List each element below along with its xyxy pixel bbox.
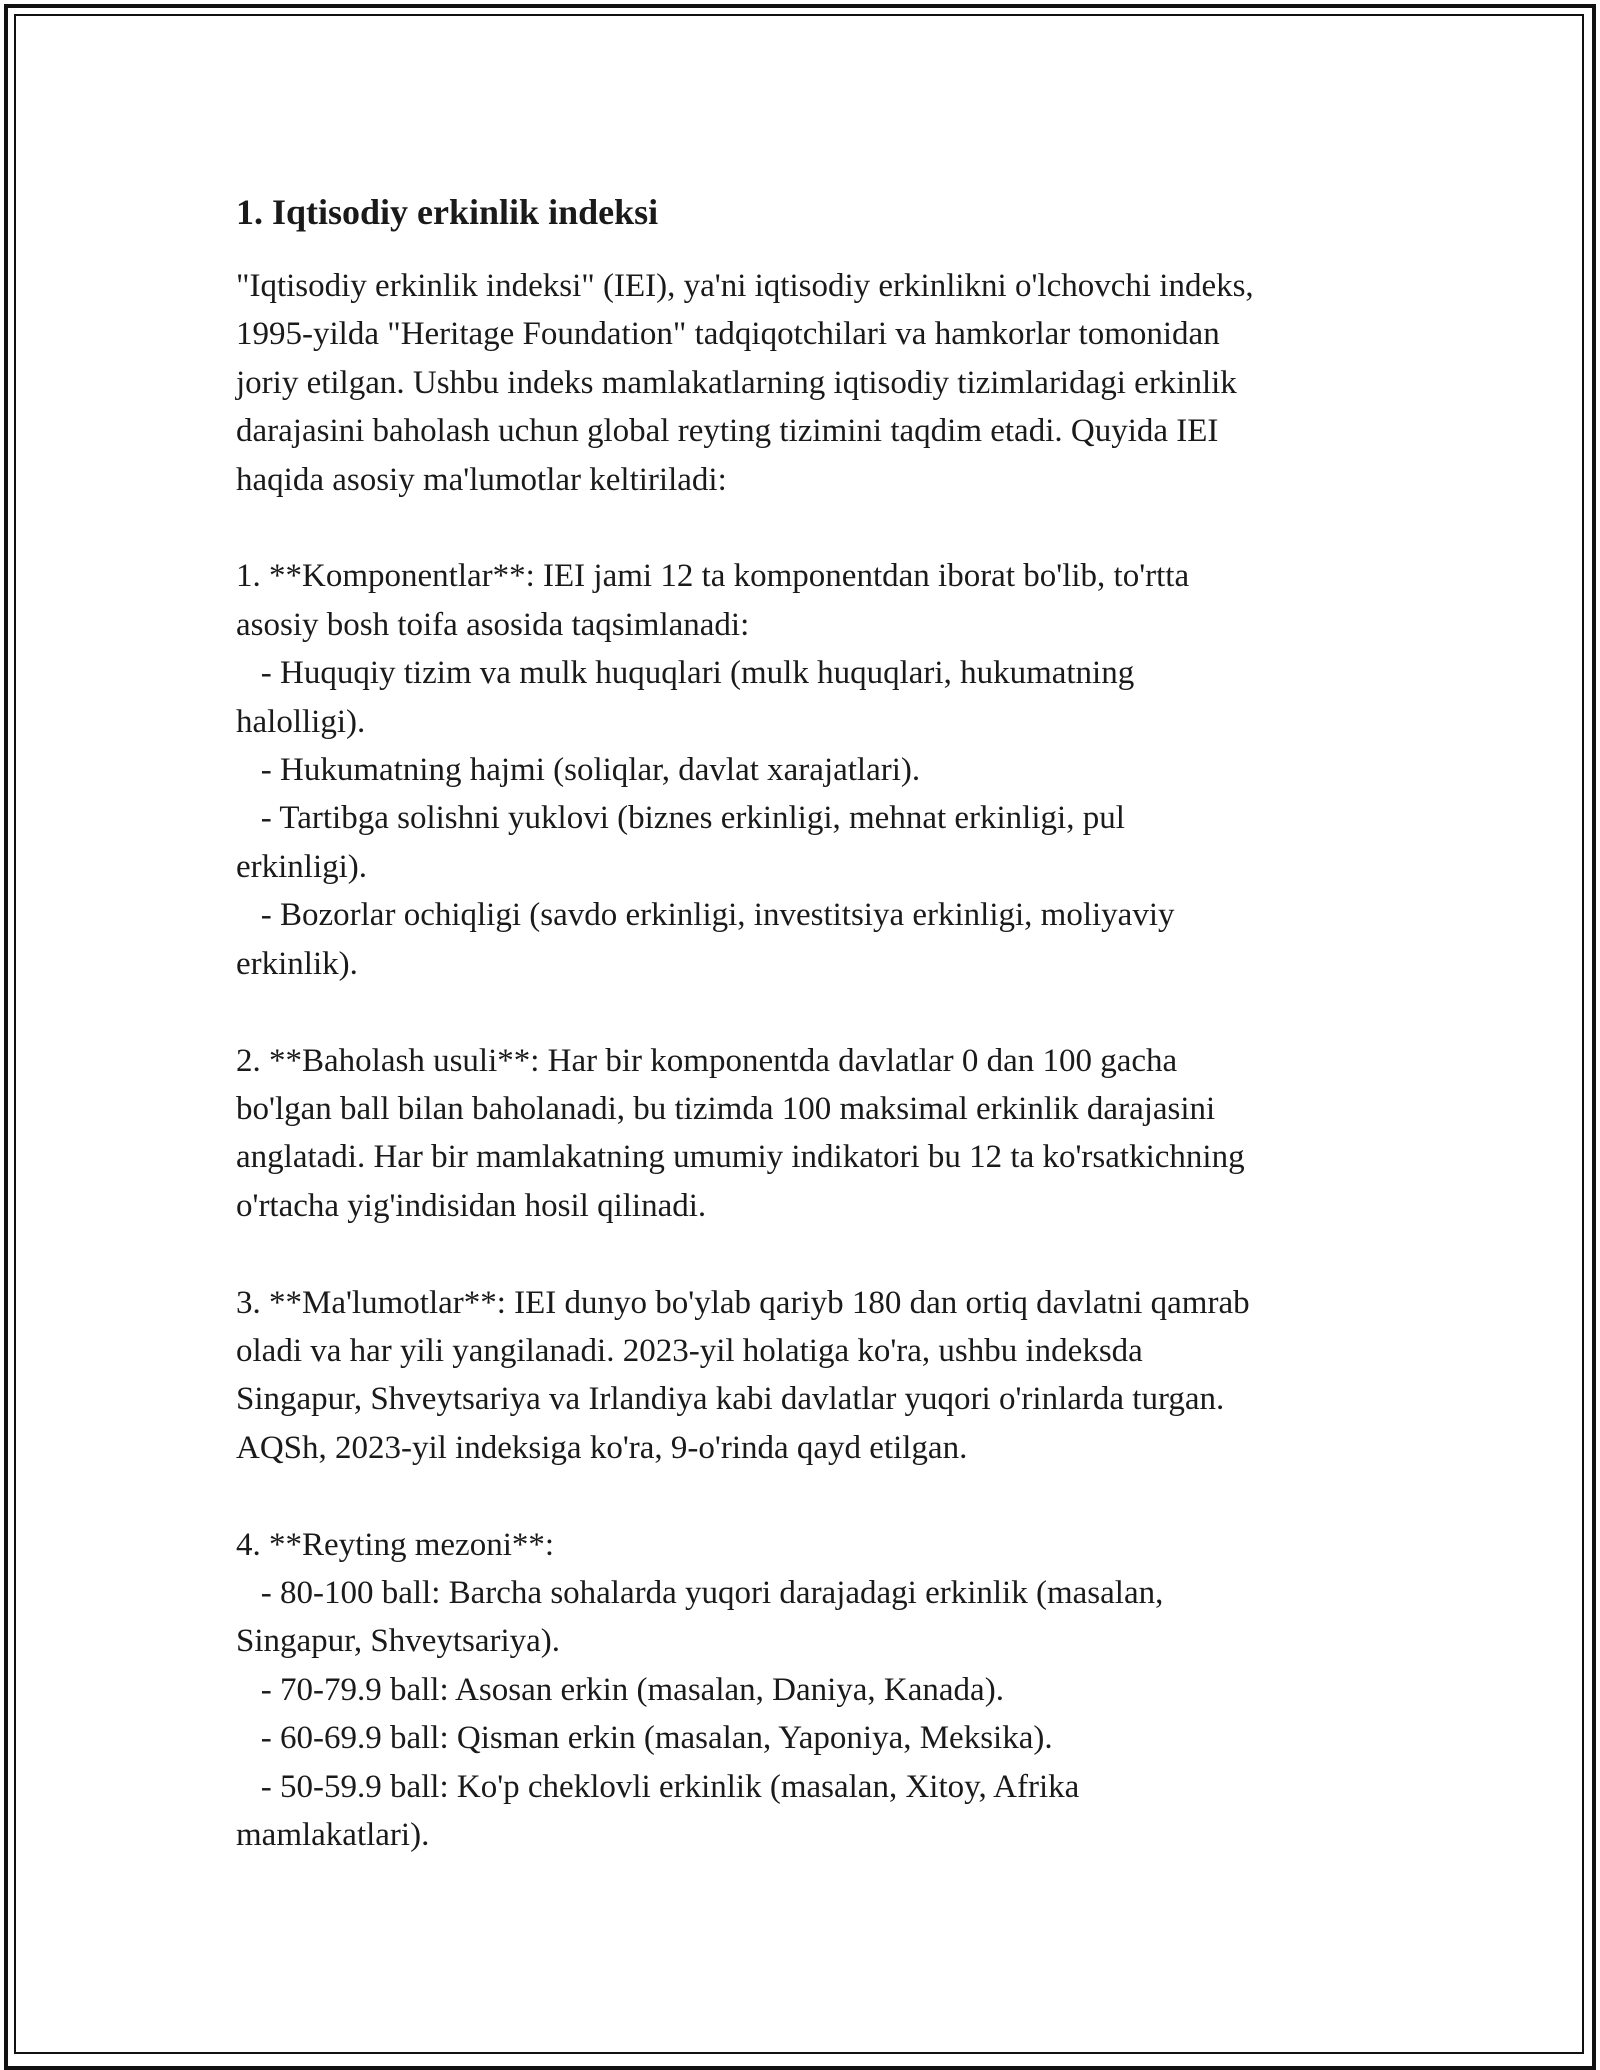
document-body: "Iqtisodiy erkinlik indeksi" (IEI), ya'ni iqtisodiy erkinlikni o'lchovchi indeks, 1995-yilda "Heritage Foundation" tadqiqotchilari va hamkorlar tomonidan joriy etilgan. Ushbu indeks mamlakatlarning iqtisodiy tizimlaridagi erkinlik darajasini baholash uchun global reyting tizimini taqdim etadi. Quyida IEI haqida asosiy ma'lumotlar keltiriladi: 1. **Komponentlar**: IEI jami 12 ta komponentdan iborat bo'lib, to'rtta asosiy bosh toifa asosida taqsimlanadi: - Huquqiy tizim va mulk huquqlari (mulk huquqlari, hukumatning halolligi). - Hukumatning hajmi (soliqlar, davlat xarajatlari). - Tartibga solishni yuklovi (biznes erkinligi, mehnat erkinligi, pul erkinligi). - Bozorlar ochiqligi (savdo erkinligi, investitsiya erkinligi, moliyaviy erkinlik). 2. **Baholash usuli**: Har bir komponentda davlatlar 0 dan 100 gacha bo'lgan ball bilan baholanadi, bu tizimda 100 maksimal erkinlik darajasini anglatadi. Har bir mamlakatning umumiy indikatori bu 12 ta ko'rsatkichning o'rtacha yig'indisidan hosil qilinadi. 3. **Ma'lumotlar**: IEI dunyo bo'ylab qariyb 180 dan ortiq davlatni qamrab oladi va har yili yangilanadi. 2023-yil holatiga ko'ra, ushbu indeksda Singapur, Shveytsariya va Irlandiya kabi davlatlar yuqori o'rinlarda turgan. AQSh, 2023-yil indeksiga ko'ra, 9-o'rinda qayd etilgan. 4. **Reyting mezoni**: - 80-100 ball: Barcha sohalarda yuqori darajadagi erkinlik (masalan, Singapur, Shveytsariya). - 70-79.9 ball: Asosan erkin (masalan, Daniya, Kanada). - 60-69.9 ball: Qisman erkin (masalan, Yaponiya, Meksika). - 50-59.9 ball: Ko'p cheklovli erkinlik (masalan, Xitoy, Afrika mamlakatlari). [236, 268, 1254, 1853]
document-page [236, 188, 1386, 1859]
document-title: 1. Iqtisodiy erkinlik indeksi [236, 192, 659, 232]
